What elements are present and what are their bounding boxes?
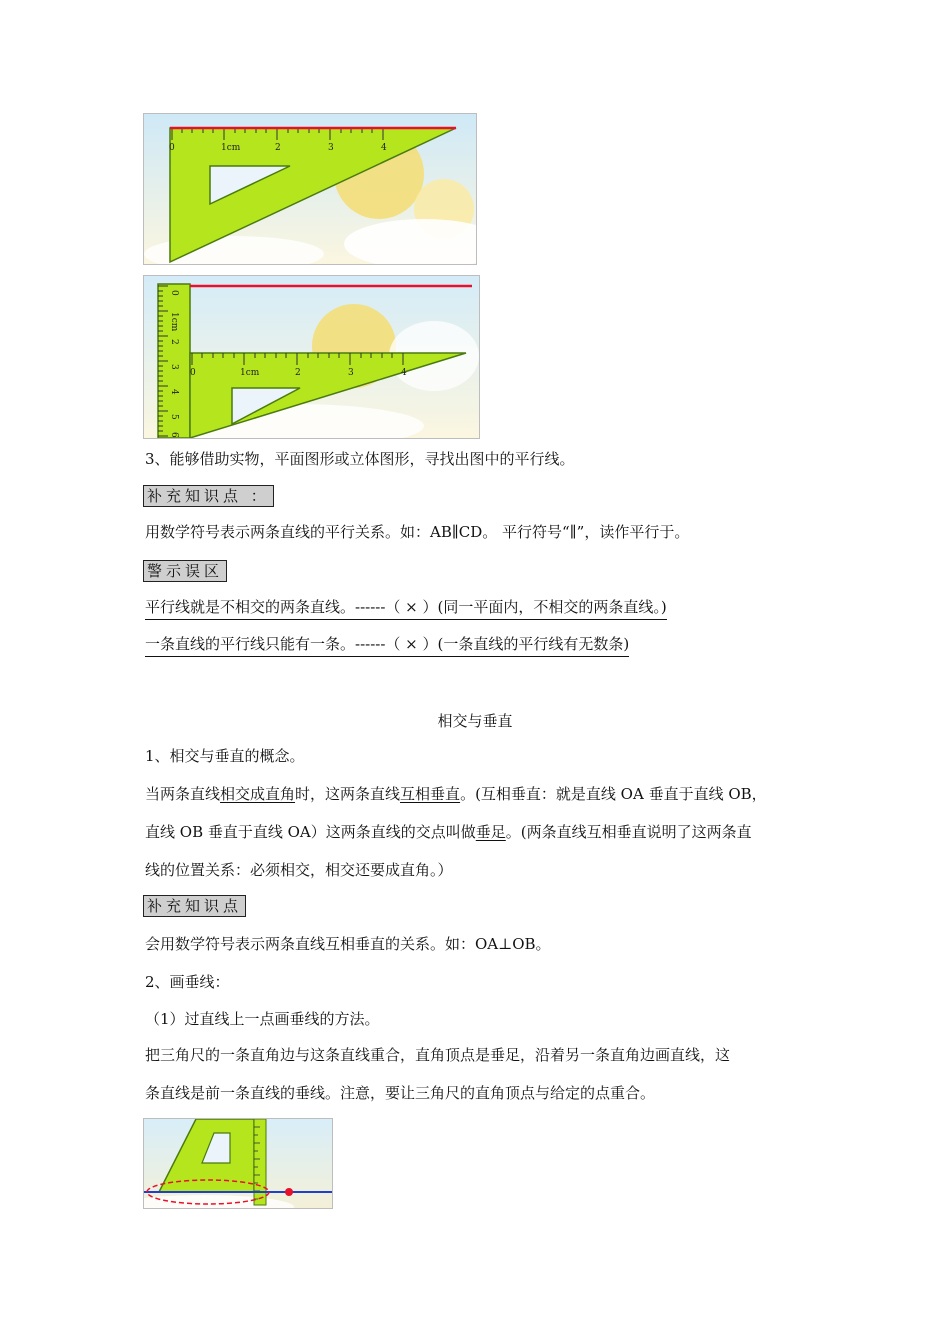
tick-label: 3 — [348, 368, 354, 378]
paragraph-line — [145, 822, 752, 842]
section-heading: 1、相交与垂直的概念。 — [145, 747, 305, 765]
figure-perpendicular — [143, 1118, 333, 1209]
supplement-text: 用数学符号表示两条直线的平行关系。如：AB∥CD。 平行符号“∥”，读作平行于。 — [145, 523, 690, 541]
tick-label: 0 — [169, 143, 175, 153]
tick-label: 0 — [190, 368, 196, 378]
tick-label: 4 — [169, 389, 179, 395]
triangle-ruler-icon — [144, 276, 479, 438]
point-marker — [285, 1188, 293, 1196]
tick-label: 1cm — [240, 368, 260, 378]
paragraph-line — [145, 784, 767, 804]
section-title: 相交与垂直 — [437, 712, 513, 730]
triangle-ruler-icon — [144, 114, 476, 264]
figure-triangle-ruler-2 — [143, 275, 480, 439]
warning-item: 一条直线的平行线只能有一条。------（ × ）(一条直线的平行线有无数条) — [145, 634, 629, 657]
paragraph-line: 线的位置关系：必须相交，相交还要成直角。） — [145, 861, 453, 879]
supplement-label: 补充知识点 — [143, 895, 246, 917]
warning-item: 平行线就是不相交的两条直线。------（ × ）(同一平面内，不相交的两条直线。) — [145, 597, 667, 620]
point-3-text: 3、能够借助实物，平面图形或立体图形，寻找出图中的平行线。 — [145, 450, 575, 468]
tick-label: 6 — [169, 432, 179, 438]
tick-label: 1cm — [221, 143, 241, 153]
tick-label: 2 — [169, 339, 179, 345]
figure-triangle-ruler-1 — [143, 113, 477, 265]
text: 。(两条直线互相垂直说明了这两条直 — [505, 823, 752, 841]
supplement-text: 会用数学符号表示两条直线互相垂直的关系。如：OA⊥OB。 — [145, 935, 551, 953]
tick-label: 1cm — [169, 312, 179, 332]
tick-label: 4 — [381, 143, 387, 153]
paragraph-line: 条直线是前一条直线的垂线。注意，要让三角尺的直角顶点与给定的点重合。 — [145, 1084, 656, 1102]
tick-label: 0 — [169, 290, 179, 296]
tick-label: 2 — [275, 143, 281, 153]
subsection-heading: （1）过直线上一点画垂线的方法。 — [145, 1010, 380, 1028]
tick-label: 2 — [295, 368, 301, 378]
tick-label: 4 — [401, 368, 407, 378]
text: 。(互相垂直：就是直线 OA 垂直于直线 OB， — [460, 785, 767, 803]
tick-label: 3 — [328, 143, 334, 153]
warning-label: 警示误区 — [143, 560, 227, 582]
underlined-term: 相交成直角 — [220, 785, 296, 803]
underlined-term: 互相垂直 — [400, 785, 461, 803]
text: 直线 OB 垂直于直线 OA）这两条直线的交点叫做 — [145, 823, 476, 841]
text: 当两条直线 — [145, 785, 221, 803]
underlined-term: 垂足 — [475, 823, 506, 841]
paragraph-line: 把三角尺的一条直角边与这条直线重合，直角顶点是垂足，沿着另一条直角边画直线，这 — [145, 1046, 731, 1064]
text: 时，这两条直线 — [295, 785, 401, 803]
tick-label: 3 — [169, 364, 179, 370]
tick-label: 5 — [169, 414, 179, 420]
section-heading: 2、画垂线： — [145, 973, 230, 991]
supplement-label: 补充知识点 ： — [143, 485, 274, 507]
